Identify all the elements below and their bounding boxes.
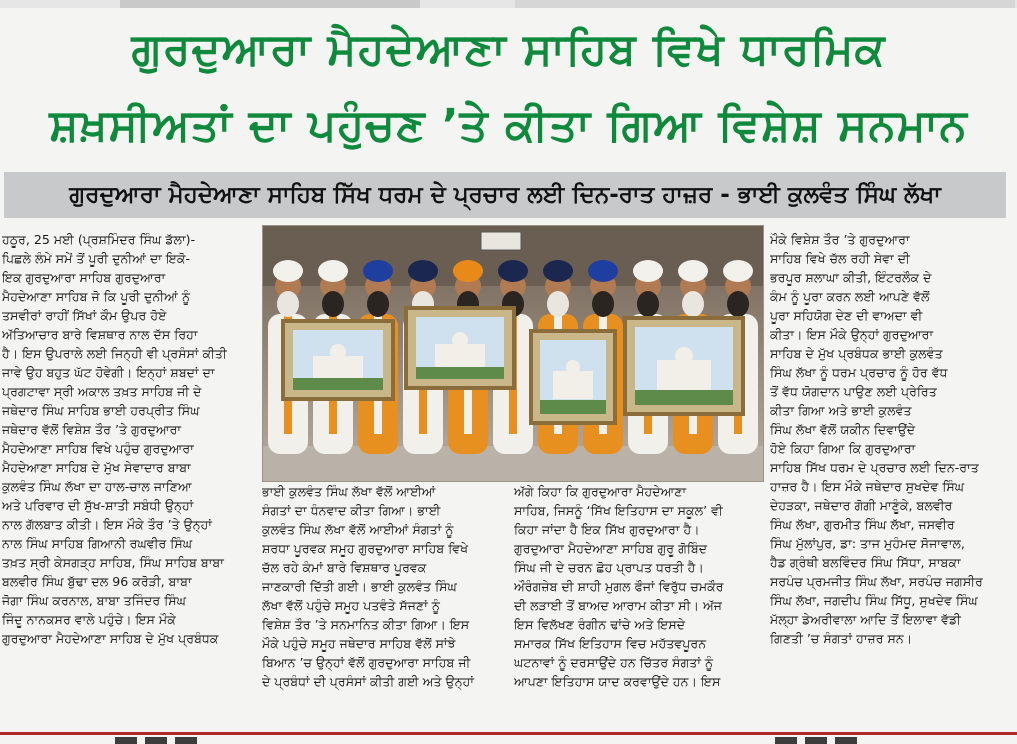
article-text-line: ਹੋਏ ਕਿਹਾ ਗਿਆ ਕਿ ਗੁਰਦੁਆਰਾ (770, 441, 916, 456)
article-text-line: ਤੋਂ ਵੱਧ ਯੋਗਦਾਨ ਪਾਉਣ ਲਈ ਪ੍ਰੇਰਿਤ (770, 384, 937, 399)
page-marker (835, 737, 857, 744)
article-text-line: ਗਿਣਤੀ ’ਚ ਸੰਗਤਾਂ ਹਾਜ਼ਰ ਸਨ। (770, 631, 913, 646)
page-marker (145, 737, 167, 744)
page-marker (805, 737, 827, 744)
article-text-line: ਜੋਗਾ ਸਿੰਘ ਕਰਨਾਲ, ਬਾਬਾ ਤਜਿੰਦਰ ਸਿੰਘ (2, 593, 187, 608)
article-text-line: ਮੱਲ੍ਹਾ ਡੇਅਰੀਵਾਲਾ ਆਦਿ ਤੋਂ ਇਲਾਵਾ ਵੱਡੀ (770, 612, 961, 627)
article-column-2 (262, 482, 510, 722)
article-text-line: ਸਾਹਿਬ ਵਿਖੇ ਚੱਲ ਰਹੀ ਸੇਵਾ ਦੀ (770, 251, 910, 266)
article-text-line: ਚੱਲ ਰਹੇ ਕੰਮਾਂ ਬਾਰੇ ਵਿਸ਼ਥਾਰ ਪੂਰਵਕ (262, 560, 427, 575)
article-text-line: ਤਸਵੀਰਾਂ ਰਾਹੀਂ ਸਿੱਖਾਂ ਕੌਮ ਉਪਰ ਹੋਏ (2, 308, 167, 323)
article-text-line: ਹੈਡ ਗ੍ਰੰਥੀ ਬਲਵਿੰਦਰ ਸਿੰਘ ਸਿੱਧਾ, ਸਾਬਕਾ (770, 555, 961, 570)
article-text-line: ਸਰਪੰਚ ਪ੍ਰਮਜੀਤ ਸਿੰਘ ਲੱਖਾ, ਸਰਪੰਚ ਜਗਸੀਰ (770, 574, 983, 589)
article-text-line: ਮੈਹਦੇਆਣਾ ਸਾਹਿਬ ਜੋ ਕਿ ਪੂਰੀ ਦੁਨੀਆਂ ਨੂੰ (2, 289, 191, 304)
article-text-line: ਜਾਣਕਾਰੀ ਦਿੱਤੀ ਗਈ। ਭਾਈ ਕੁਲਵੰਤ ਸਿੰਘ (262, 579, 457, 594)
framed-picture (406, 308, 514, 388)
article-text-line: ਅੱਗੇ ਕਿਹਾ ਕਿ ਗੁਰਦੁਆਰਾ ਮੈਹਦੇਆਣਾ (514, 484, 687, 499)
article-text-line: ਦੇਹੜਕਾ, ਜਥੇਦਾਰ ਗੋਗੀ ਮਾਣੂੰਕੇ, ਬਲਵੀਰ (770, 498, 953, 513)
article-text-line: ਸਾਹਿਬ, ਜਿਸਨੂੰ ‘ਸਿੱਖ ਇਤਿਹਾਸ ਦਾ ਸਕੂਲ’ ਵੀ (514, 503, 723, 518)
article-text-line: ਕੁਲਵੰਤ ਸਿੰਘ ਲੱਖਾ ਵੱਲੋਂ ਆਈਆਂ ਸੰਗਤਾਂ ਨੂੰ (262, 522, 454, 537)
article-text-line: ਅਤੇ ਪਰਿਵਾਰ ਦੀ ਸੁੱਖ-ਸ਼ਾਤੀ ਸਬੰਧੀ ਉਨ੍ਹਾਂ (2, 498, 194, 513)
page-marker (115, 737, 137, 744)
headline-line-1: ਗੁਰਦੁਆਰਾ ਮੈਹਦੇਆਣਾ ਸਾਹਿਬ ਵਿਖੇ ਧਾਰਮਿਕ (131, 24, 886, 75)
article-text-line: ਸਿੰਘ ਮੁੱਲਾਂਪੁਰ, ਡਾ: ਤਾਜ ਮੁਹੰਮਦ ਸੋਜਾਵਾਲ, (770, 536, 965, 551)
article-column-4 (770, 230, 1015, 720)
article-text-line: ਸਿੰਘ ਲੱਖਾ ਨੂੰ ਧਰਮ ਪ੍ਰਚਾਰ ਨੂੰ ਹੋਰ ਵੱਧ (770, 365, 948, 380)
article-text-line: ਨਾਲ ਗੱਲਬਾਤ ਕੀਤੀ। ਇਸ ਮੌਕੇ ਤੌਰ ’ਤੇ ਉਨ੍ਹਾਂ (2, 517, 212, 532)
subheadline-text: ਗੁਰਦੁਆਰਾ ਮੈਹਦੇਆਣਾ ਸਾਹਿਬ ਸਿੱਖ ਧਰਮ ਦੇ ਪ੍ਰਚਾਰ ਲਈ ਦਿਨ-ਰਾਤ ਹਾਜ਼ਰ - ਭਾਈ ਕੁਲਵੰਤ ਸਿੰਘ ਲੱਖਾ (69, 182, 941, 208)
article-text-line: ਹਾਜ਼ਰ ਹੈ। ਇਸ ਮੌਕੇ ਜਥੇਦਾਰ ਸੁਖਦੇਵ ਸਿੰਘ (770, 479, 965, 494)
article-text-line: ਜਿੰਦੂ ਨਾਨਕਸਰ ਵਾਲੇ ਪਹੁੰਚੇ। ਇਸ ਮੌਕੇ (2, 612, 176, 627)
article-text-line: ਜਥੇਦਾਰ ਸਿੰਘ ਸਾਹਿਬ ਭਾਈ ਹਰਪ੍ਰੀਤ ਸਿੰਘ (2, 403, 200, 418)
article-photo (262, 225, 764, 482)
article-text-line: ਘਟਨਾਵਾਂ ਨੂੰ ਦਰਸਾਉਂਦੇ ਹਨ ਚਿੱਤਰ ਸੰਗਤਾਂ ਨੂੰ (514, 655, 714, 670)
article-text-line: ਸ਼ਰਧਾ ਪੂਰਵਕ ਸਮੂਹ ਗੁਰਦੁਆਰਾ ਸਾਹਿਬ ਵਿਖੇ (262, 541, 469, 556)
page-marker (775, 737, 797, 744)
article-text-line: ਸਿੰਘ ਜੀ ਦੇ ਚਰਨ ਛੋਹ ਪ੍ਰਾਪਤ ਧਰਤੀ ਹੈ। (514, 560, 704, 575)
article-text-line: ਤਖ਼ਤ ਸ੍ਰੀ ਕੇਸਗੜ੍ਹ ਸਾਹਿਬ, ਸਿੰਘ ਸਾਹਿਬ ਬਾਬਾ (2, 555, 224, 570)
article-text-line: ਕਿਹਾ ਜਾਂਦਾ ਹੈ ਇਕ ਸਿੱਖ ਗੁਰਦੁਆਰਾ ਹੈ। (514, 522, 700, 537)
strip-block (515, 0, 1015, 8)
article-text-line: ਬਿਆਨ ’ਚ ਉਨ੍ਹਾਂ ਵੱਲੋਂ ਗੁਰਦੁਆਰਾ ਸਾਹਿਬ ਜੀ (262, 655, 471, 670)
article-text-line: ਔਰੰਗਜ਼ੇਬ ਦੀ ਸ਼ਾਹੀ ਮੁਗਲ ਫੌਜਾਂ ਵਿਰੁੱਧ ਚਮਕੌਰ (514, 579, 724, 594)
article-text-line: ਸਿੰਘ ਲੱਖਾ, ਜਗਦੀਪ ਸਿੰਘ ਸਿੱਧੂ, ਸੁਖਦੇਵ ਸਿੰਘ (770, 593, 978, 608)
article-text-line: ਜਥੇਦਾਰ ਵੱਲੋਂ ਵਿਸ਼ੇਸ਼ ਤੌਰ ’ਤੇ ਗੁਰਦੁਆਰਾ (2, 422, 182, 437)
article-text-line: ਪੂਰਾ ਸਹਿਯੋਗ ਦੇਣ ਦੀ ਵਾਅਦਾ ਵੀ (770, 308, 923, 323)
article-text-line: ਪਿਛਲੇ ਲੰਮੇ ਸਮੇਂ ਤੋਂ ਪੂਰੀ ਦੁਨੀਆਂ ਦਾ ਇਕੋ- (2, 251, 190, 266)
article-text-line: ਬਲਵੀਰ ਸਿੰਘ ਬੁੱਢਾ ਦਲ 96 ਕਰੋੜੀ, ਬਾਬਾ (2, 574, 192, 589)
article-text-line: ਸਾਹਿਬ ਦੇ ਮੁੱਖ ਪ੍ਰਬੰਧਕ ਭਾਈ ਕੁਲਵੰਤ (770, 346, 943, 361)
framed-picture (625, 318, 743, 414)
previous-page-strip (0, 0, 1017, 8)
article-text-line: ਵਿਸ਼ੇਸ਼ ਤੌਰ ’ਤੇ ਸਨਮਾਨਿਤ ਕੀਤਾ ਗਿਆ। ਇਸ (262, 617, 470, 632)
article-text-line: ਜਾਵੇ ਉਹ ਬਹੁਤ ਘੱਟ ਹੋਵੇਗੀ। ਇਨ੍ਹਾਂ ਸ਼ਬਦਾਂ ਦਾ (2, 365, 215, 380)
article-text-line: ਮੌਕੇ ਪਹੁੰਚੇ ਸਮੂਹ ਜਥੇਦਾਰ ਸਾਹਿਬ ਵੱਲੋਂ ਸਾਂਝੇ (262, 636, 456, 651)
photo-wall-sign (481, 232, 521, 250)
red-rule (0, 732, 1017, 735)
headline-line-2: ਸ਼ਖ਼ਸੀਅਤਾਂ ਦਾ ਪਹੁੰਚਣ ’ਤੇ ਕੀਤਾ ਗਿਆ ਵਿਸ਼ੇਸ਼ ਸਨਮਾਨ (49, 100, 968, 151)
framed-picture (283, 321, 393, 399)
article-text-line: ਹੈ। ਇਸ ਉਪਰਾਲੇ ਲਈ ਜਿਨ੍ਹੀ ਵੀ ਪ੍ਰਸੰਸਾਂ ਕੀਤੀ (2, 346, 227, 361)
article-text-line: ਆਪਣਾ ਇਤਿਹਾਸ ਯਾਦ ਕਰਵਾਉਂਦੇ ਹਨ। ਇਸ (514, 674, 721, 689)
article-text-line: ਮੌਕੇ ਵਿਸ਼ੇਸ਼ ਤੌਰ ’ਤੇ ਗੁਰਦੁਆਰਾ (770, 232, 910, 247)
article-text-line: ਗੁਰਦੁਆਰਾ ਮੈਹਦੇਆਣਾ ਸਾਹਿਬ ਦੇ ਮੁੱਖ ਪ੍ਰਬੰਧਕ (2, 631, 219, 646)
article-text-line: ਸਾਹਿਬ ਸਿੱਖ ਧਰਮ ਦੇ ਪ੍ਰਚਾਰ ਲਈ ਦਿਨ-ਰਾਤ (770, 460, 979, 475)
article-text-line: ਦੀ ਲੜਾਈ ਤੋਂ ਬਾਅਦ ਆਰਾਮ ਕੀਤਾ ਸੀ। ਅੱਜ (514, 598, 723, 613)
article-text-line: ਸਿੰਘ ਲੱਖਾ, ਗੁਰਮੀਤ ਸਿੰਘ ਲੱਖਾ, ਜਸਵੀਰ (770, 517, 955, 532)
article-text-line: ਸਿੰਘ ਲੱਖਾ ਵੱਲੋਂ ਯਕੀਨ ਦਿਵਾਉਂਦੇ (770, 422, 916, 437)
article-text-line: ਕੰਮ ਨੂੰ ਪੂਰਾ ਕਰਨ ਲਈ ਆਪਣੇ ਵੱਲੋਂ (770, 289, 930, 304)
article-text-line: ਕੀਤਾ। ਇਸ ਮੌਕੇ ਉਨ੍ਹਾਂ ਗੁਰਦੁਆਰਾ (770, 327, 934, 342)
article-text-line: ਭਰਪੂਰ ਸ਼ਲਾਘਾ ਕੀਤੀ, ਇੰਟਰਲੌਕ ਦੇ (770, 270, 932, 285)
article-text-line: ਅੱਤਿਆਚਾਰ ਬਾਰੇ ਵਿਸ਼ਥਾਰ ਨਾਲ ਦੱਸ ਰਿਹਾ (2, 327, 198, 342)
article-text-line: ਭਾਈ ਕੁਲਵੰਤ ਸਿੰਘ ਲੱਖਾ ਵੱਲੋਂ ਆਈਆਂ (262, 484, 436, 499)
article-text-line: ਸੰਗਤਾਂ ਦਾ ਧੰਨਵਾਦ ਕੀਤਾ ਗਿਆ। ਭਾਈ (262, 503, 441, 518)
article-text-line: ਮੈਹਦੇਆਣਾ ਸਾਹਿਬ ਵਿਖੇ ਪਹੁੰਚ ਗੁਰਦੁਆਰਾ (2, 441, 194, 456)
page-marker (175, 737, 197, 744)
strip-block (120, 0, 420, 8)
article-text-line: ਇਸ ਵਿਲੱਖਣ ਰੰਗੀਨ ਢਾਂਚੇ ਅਤੇ ਇਸਦੇ (514, 617, 686, 632)
article-text-line: ਲੱਖਾ ਵੱਲੋਂ ਪਹੁੰਚੇ ਸਮੂਹ ਪਤਵੰਤੇ ਸੱਜਣਾਂ ਨੂੰ (262, 598, 440, 613)
bottom-rule (0, 730, 1017, 744)
article-column-1 (2, 230, 252, 720)
article-text-line: ਕੀਤਾ ਗਿਆ ਅਤੇ ਭਾਈ ਕੁਲਵੰਤ (770, 403, 912, 418)
article-text-line: ਹਠੂਰ, 25 ਮਈ (ਪ੍ਰਸ਼ਮਿੰਦਰ ਸਿੰਘ ਡੱਲਾ)- (2, 232, 196, 247)
article-text-line: ਸਮਾਰਕ ਸਿੱਖ ਇਤਿਹਾਸ ਵਿਚ ਮਹੱਤਵਪੂਰਨ (514, 636, 707, 651)
article-text-line: ਦੇ ਪ੍ਰਬੰਧਾਂ ਦੀ ਪ੍ਰਸੰਸਾਂ ਕੀਤੀ ਗਈ ਅਤੇ ਉਨ੍ਹਾਂ (262, 674, 474, 689)
article-text-line: ਗੁਰਦੁਆਰਾ ਮੈਹਦੇਆਣਾ ਸਾਹਿਬ ਗੁਰੂ ਗੋਬਿੰਦ (514, 541, 708, 556)
framed-picture (531, 331, 615, 423)
article-text-line: ਮੈਹਦੇਆਣਾ ਸਾਹਿਬ ਦੇ ਮੁੱਖ ਸੇਵਾਦਾਰ ਬਾਬਾ (2, 460, 191, 475)
article-text-line: ਇਕ ਗੁਰਦੁਆਰਾ ਸਾਹਿਬ ਗੁਰਦੁਆਰਾ (2, 270, 166, 285)
article-column-3 (514, 482, 764, 722)
article-text-line: ਨਾਲ ਸਿੰਘ ਸਾਹਿਬ ਗਿਆਨੀ ਰਘਵੀਰ ਸਿੰਘ (2, 536, 193, 551)
article-text-line: ਕੁਲਵੰਤ ਸਿੰਘ ਲੱਖਾ ਦਾ ਹਾਲ-ਚਾਲ ਜਾਣਿਆ (2, 479, 192, 494)
subheadline-bar (4, 172, 1006, 218)
article-text-line: ਪ੍ਰਗਟਾਵਾ ਸ੍ਰੀ ਅਕਾਲ ਤਖ਼ਤ ਸਾਹਿਬ ਜੀ ਦੇ (2, 384, 202, 399)
photo-illustration (263, 226, 763, 481)
